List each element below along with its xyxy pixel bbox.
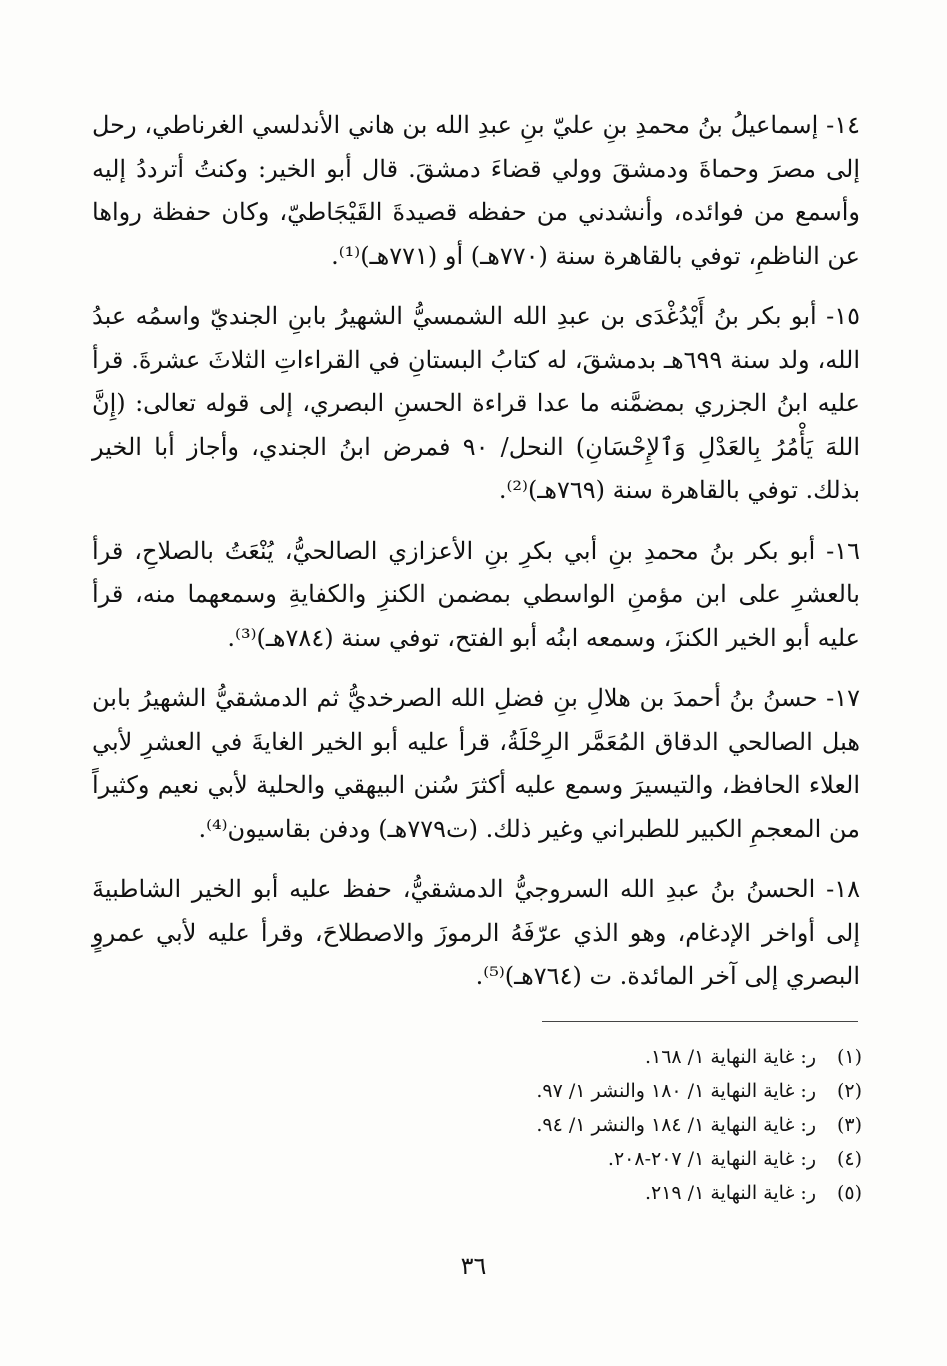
footnote-text: ر: غاية النهاية ١/ ٢١٩. <box>644 1182 816 1204</box>
footnote-4 <box>400 1142 862 1176</box>
footnote-number: (٢) <box>836 1080 862 1102</box>
biography-entry-14: ١٤- إسماعيلُ بنُ محمدِ بنِ عليّ بنِ عبدِ الله بن هاني الأندلسي الغرناطي، رحل إلى مصرَ وحماةَ ودمشقَ وولي قضاءَ دمشقَ. قال أبو الخير: وكنتُ أترددُ إليه وأسمع من فوائده، وأنشدني من حفظه قصيدةَ القَيْجَاطيّ، وكان حفظة رواها عن الناظمِ، توفي بالقاهرة سنة (٧٧٠هـ) أو (٧٧١هـ)⁽¹⁾. <box>92 111 860 270</box>
footnote-text: ر: غاية النهاية ١/ ١٨٤ والنشر ١/ ٩٤. <box>536 1114 816 1136</box>
footnote-number: (٣) <box>836 1114 862 1136</box>
footnote-text: ر: غاية النهاية ١/ ١٦٨. <box>644 1046 816 1068</box>
footnote-number: (٤) <box>836 1148 862 1170</box>
footnote-number: (١) <box>836 1046 862 1068</box>
footnote-3 <box>400 1108 862 1142</box>
footnote-divider <box>542 1021 858 1022</box>
footnote-2 <box>400 1074 862 1108</box>
body-text <box>92 104 860 1016</box>
footnote-text: ر: غاية النهاية ١/ ١٨٠ والنشر ١/ ٩٧. <box>536 1080 816 1102</box>
footnote-number: (٥) <box>836 1182 862 1204</box>
biography-entry-16: ١٦- أبو بكر بنُ محمدِ بنِ أبي بكرِ بنِ الأعزازي الصالحيُّ، يُنْعَتُ بالصلاحِ، قرأ بالعشرِ على ابن مؤمنِ الواسطي بمضمن الكنزِ والكفايةِ وسمعهما منه، قرأ عليه أبو الخير الكنزَ، وسمعه ابنُه أبو الفتح، توفي سنة (٧٨٤هـ)⁽³⁾. <box>92 536 860 652</box>
biography-entry-17: ١٧- حسنُ بنُ أحمدَ بن هلالِ بنِ فضلِ الله الصرخديُّ ثم الدمشقيُّ الشهيرُ بابن هبل الصالحي الدقاق المُعَمَّر الرِحْلَةُ، قرأ عليه أبو الخير الغايةَ في العشرِ لأبي العلاء الحافظ، والتيسيرَ وسمع عليه أكثرَ سُنن البيهقي والحلية لأبي نعيم وكثيراً من المعجمِ الكبير للطبراني وغير ذلك. (ت٧٧٩هـ) ودفن بقاسيون⁽⁴⁾. <box>92 684 860 843</box>
biography-entry-18: ١٨- الحسنُ بنُ عبدِ الله السروجيُّ الدمشقيُّ، حفظ عليه أبو الخير الشاطبيةَ إلى أواخر الإدغام، وهو الذي عرّفَهُ الرموزَ والاصطلاحَ، وقرأ عليه لأبي عمروٍ البصري إلى آخر المائدة. ت (٧٦٤هـ)⁽⁵⁾. <box>92 875 860 990</box>
footnote-1 <box>400 1040 862 1074</box>
footnote-text: ر: غاية النهاية ١/ ٢٠٧-٢٠٨. <box>607 1148 816 1170</box>
page-number: ٣٦ <box>460 1252 487 1280</box>
footnote-5 <box>400 1176 862 1210</box>
footnotes <box>400 1040 862 1210</box>
biography-entry-15: ١٥- أبو بكر بنُ أَيْدُغْدَى بن عبدِ الله الشمسيُّ الشهيرُ بابنِ الجنديّ واسمُه عبدُ الله، ولد سنة ٦٩٩هـ بدمشقَ، له كتابُ البستانِ في القراءاتِ الثلاثَ عشرةَ. قرأ عليه ابنُ الجزري بمضمَّنه ما عدا قراءة الحسنِ البصري، إلى قوله تعالى: (إِنَّ اللهَ يَأْمُرُ بِالعَدْلِ وَٱلإِحْسَانِ) النحل/ ٩٠ فمرض ابنُ الجندي، وأجاز أبا الخير بذلك. توفي بالقاهرة سنة (٧٦٩هـ)⁽²⁾. <box>92 302 860 504</box>
